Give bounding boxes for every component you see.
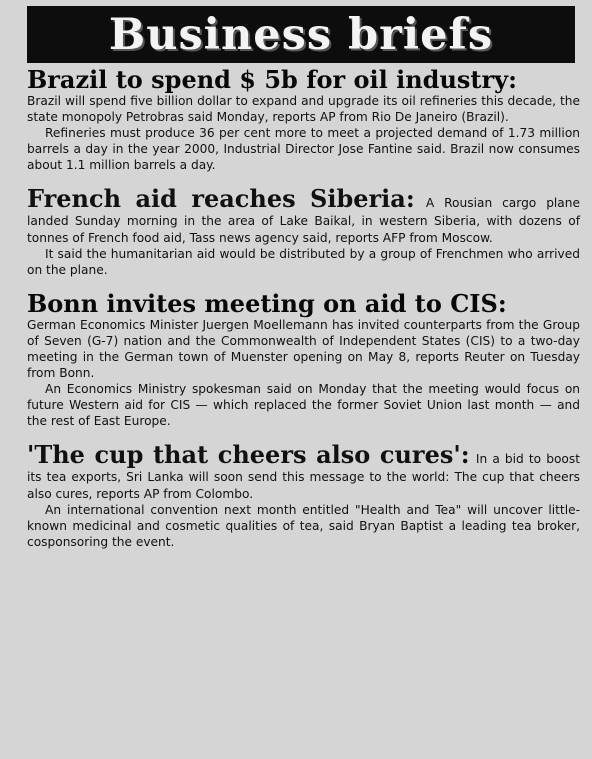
story-paragraph: An international convention next month entitled "Health and Tea" will uncover little-known medicinal and cosmetic qualities of tea, said Bryan Baptist a leading tea broker, cosponsoring the event. [27,503,580,549]
story-paragraph: Brazil will spend five billion dollar to expand and upgrade its oil refineries this decade, the state monopoly Petrobras said Monday, reports AP from Rio De Janeiro (Brazil). [27,94,580,124]
story-lead-text: A Rousian cargo plane landed Sunday morning in the area of Lake Baikal, in western Siberia, with dozens of tonnes of French food aid, Tass news agency said, reports AFP from Moscow. [27,196,581,245]
story-paragraph: It said the humanitarian aid would be distributed by a group of Frenchmen who arrived on the plane. [27,247,580,277]
story-headline: Bonn invites meeting on aid to CIS: [27,289,507,318]
story-brazil-oil [27,67,580,173]
masthead-title: Business briefs [108,9,494,60]
story-headline: 'The cup that cheers also cures': [27,440,470,469]
story-lead-paragraph [27,186,580,246]
story-lead-paragraph [27,442,580,502]
story-paragraph: Refineries must produce 36 per cent more to meet a projected demand of 1.73 million barrels a day in the year 2000, Industrial Director Jose Fantine said. Brazil now consumes about 1.1 million barrels a day. [27,126,580,172]
story-paragraph: German Economics Minister Juergen Moellemann has invited counterparts from the Group of Seven (G-7) nation and the Commonwealth of Independent States (CIS) to a two-day meeting in the German town of Muenster opening on May 8, reports Reuter on Tuesday from Bonn. [27,318,580,380]
story-bonn-meeting [27,291,580,429]
story-tea-cures [27,442,580,550]
story-headline: French aid reaches Siberia: [27,184,415,213]
masthead-banner [27,6,575,63]
story-headline: Brazil to spend $ 5b for oil industry: [27,65,517,94]
story-paragraph: An Economics Ministry spokesman said on Monday that the meeting would focus on future Western aid for CIS — which replaced the former Soviet Union last month — and the rest of East Europe. [27,382,580,428]
story-lead-text: In a bid to boost its tea exports, Sri Lanka will soon send this message to the world: The cup that cheers also cures, reports AP from Colombo. [27,452,581,501]
story-french-aid [27,186,580,278]
